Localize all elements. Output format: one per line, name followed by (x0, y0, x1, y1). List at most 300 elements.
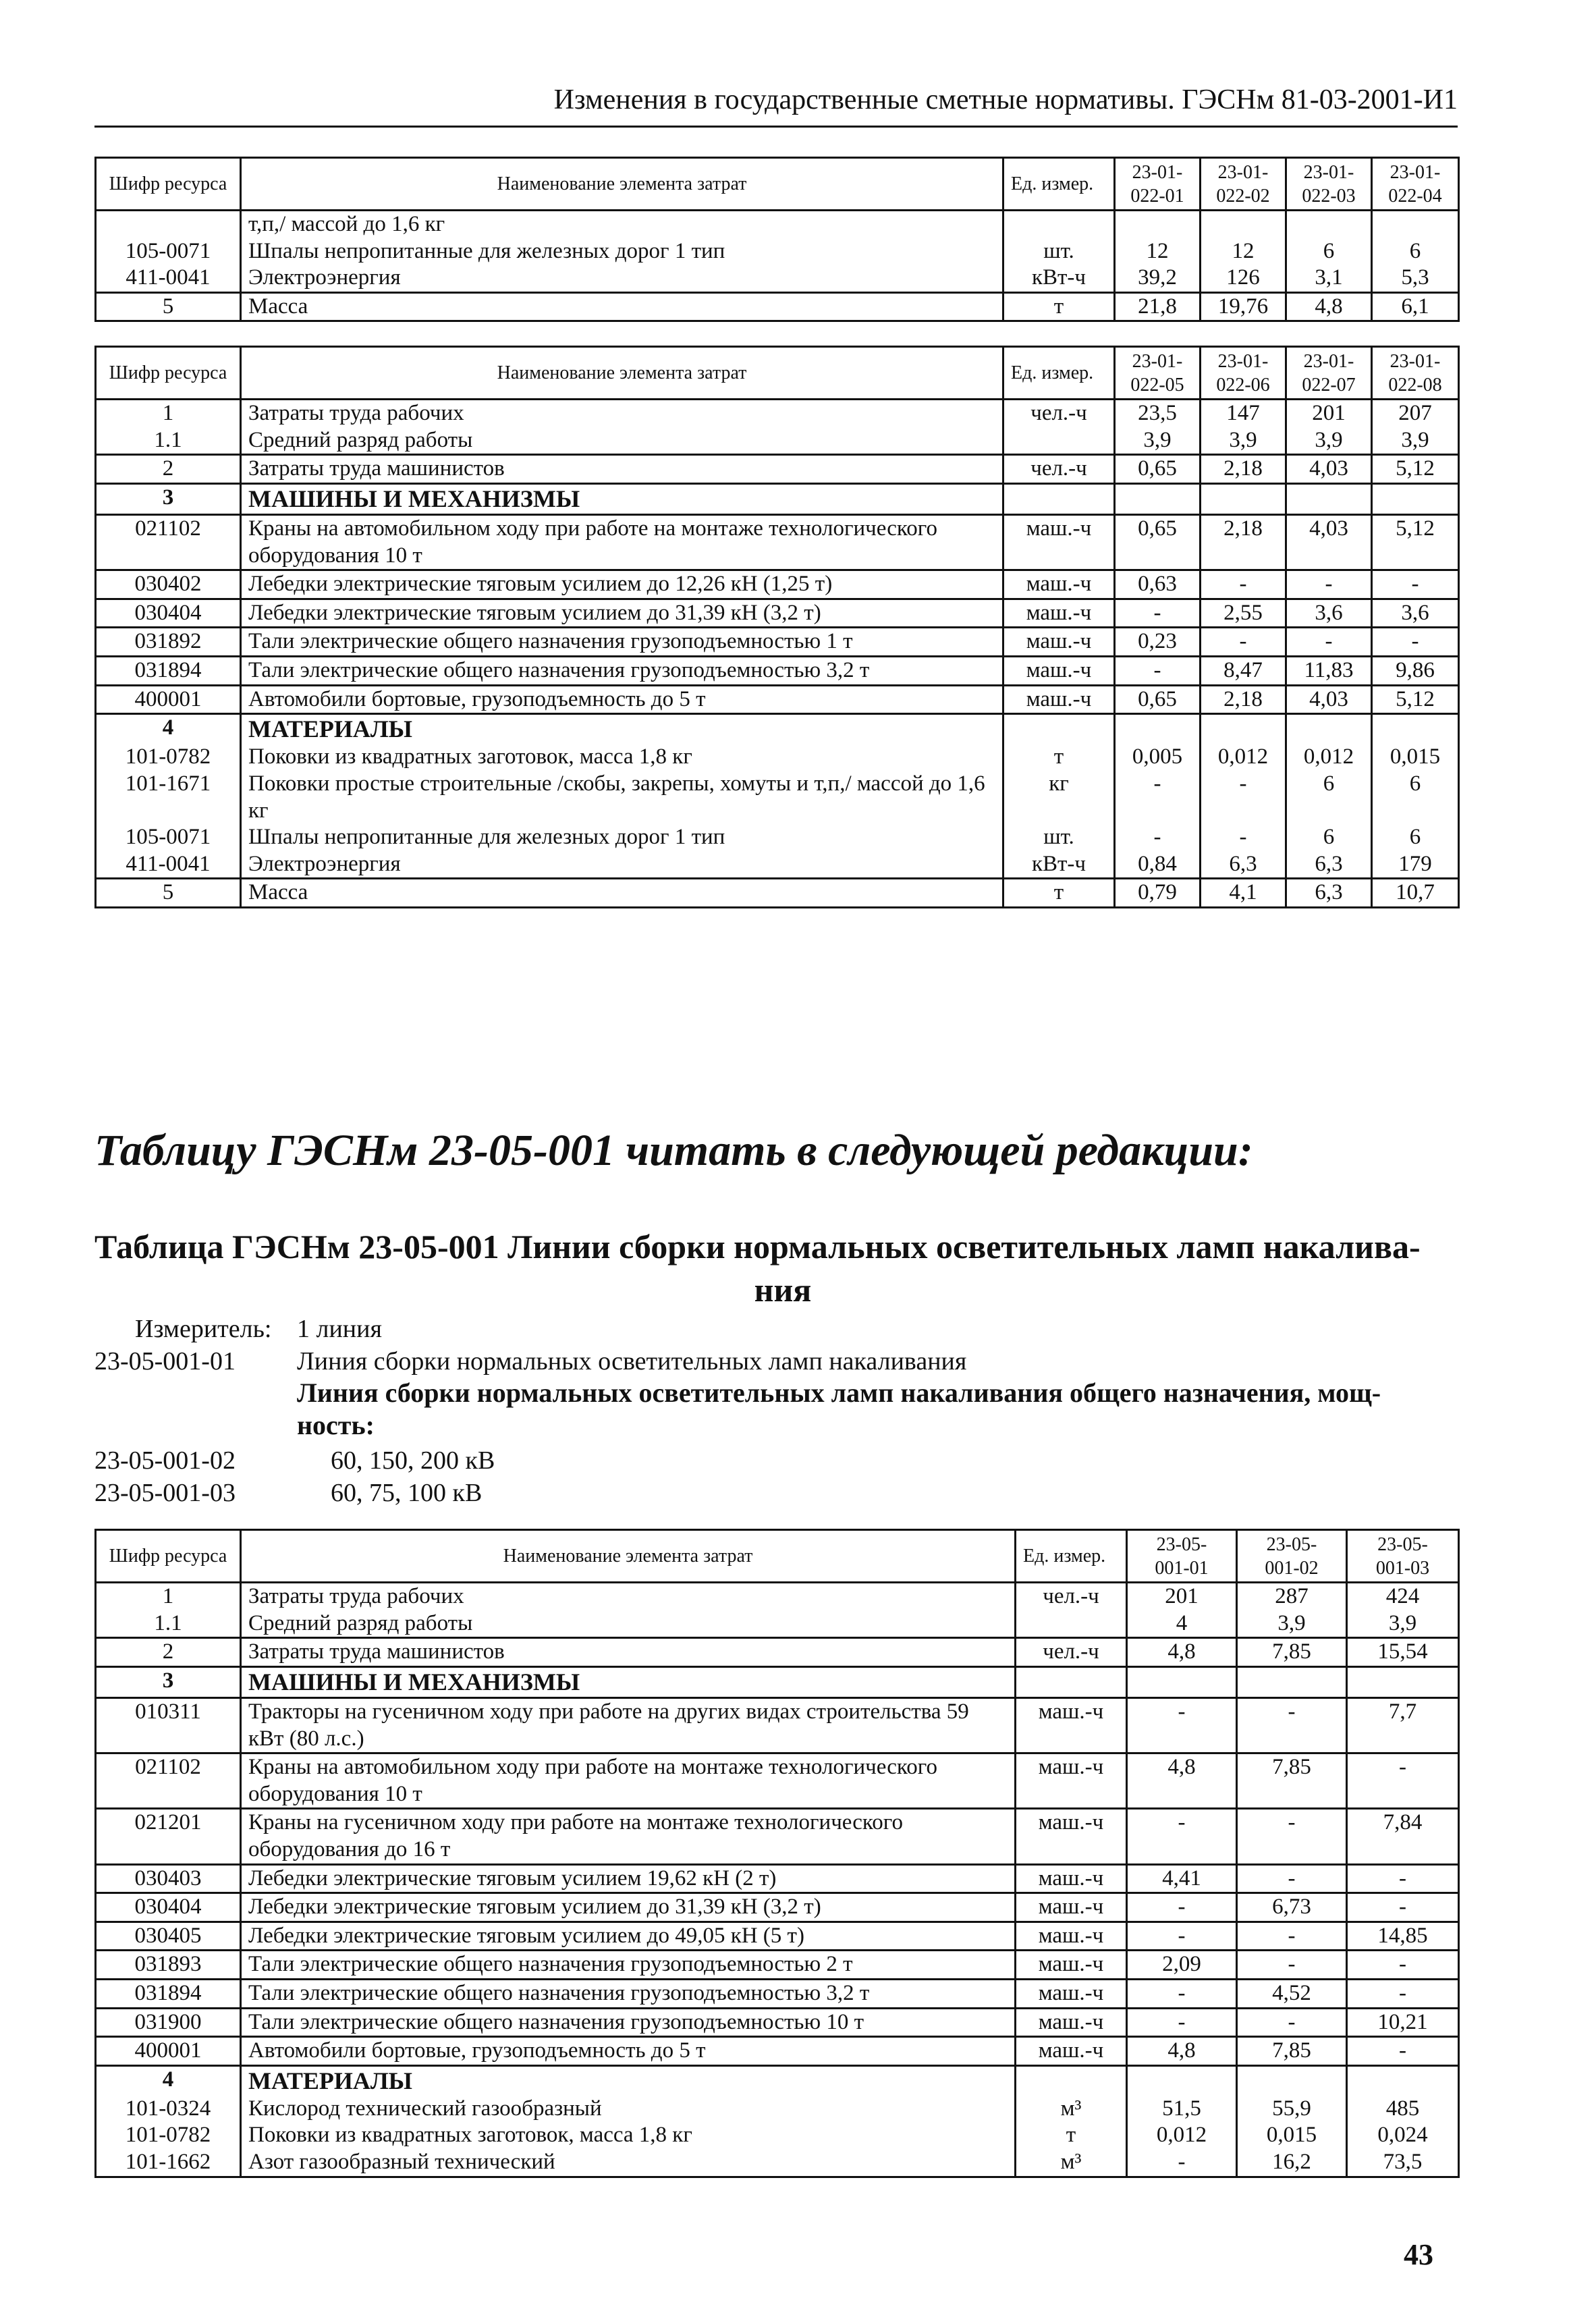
header-unit: Ед. измер. (1016, 1530, 1127, 1583)
row-value-2: 4,52 (1237, 1979, 1347, 2008)
row-value-2: 287 (1237, 1583, 1347, 1610)
header-col-3: 23-01- 022-03 (1286, 158, 1372, 211)
row-unit: маш.-ч (1016, 1922, 1127, 1951)
row-unit: маш.-ч (1003, 656, 1115, 685)
row-name: Лебедки электрические тяговым усилием до 12,26 кН (1,25 т) (241, 570, 1003, 599)
row-unit: маш.-ч (1003, 514, 1115, 570)
row-unit: чел.-ч (1003, 455, 1115, 484)
row-value-3: - (1286, 570, 1372, 599)
row-name: Средний разряд работы (241, 427, 1003, 455)
table-row (96, 1666, 1459, 1697)
row-value-3 (1347, 2065, 1459, 2096)
code1: 23-05-001-01 (94, 1347, 236, 1376)
row-value-2 (1201, 483, 1286, 514)
row-value-4: 6 (1372, 824, 1459, 851)
row-code: 030404 (96, 1893, 241, 1922)
row-value-3: - (1347, 1864, 1459, 1893)
row-value-4 (1372, 714, 1459, 744)
row-value-3: 14,85 (1347, 1922, 1459, 1951)
row-value-2: 0,015 (1237, 2122, 1347, 2149)
table-row (96, 824, 1459, 851)
row-value-3: 6,3 (1286, 879, 1372, 908)
row-code: 031892 (96, 628, 241, 657)
row-value-1: 23,5 (1115, 400, 1201, 427)
row-value-1: - (1127, 1922, 1237, 1951)
table-row (96, 879, 1459, 908)
table-row (96, 1583, 1459, 1610)
row-value-1 (1115, 483, 1201, 514)
row-value-2 (1201, 211, 1286, 238)
row-value-2: - (1237, 1951, 1347, 1980)
row-code: 101-1671 (96, 771, 241, 824)
row-value-2: 2,55 (1201, 599, 1286, 628)
table-heading-line2: ния (754, 1271, 812, 1309)
row-value-3: 3,6 (1286, 599, 1372, 628)
row-value-3: - (1347, 1893, 1459, 1922)
row-code: 4 (96, 714, 241, 744)
row-value-1: 0,84 (1115, 851, 1201, 879)
row-value-1: 4 (1127, 1610, 1237, 1638)
header-code: Шифр ресурса (96, 347, 241, 400)
header-unit: Ед. измер. (1003, 158, 1115, 211)
table-row (96, 483, 1459, 514)
row-unit: маш.-ч (1016, 2008, 1127, 2037)
header-code: Шифр ресурса (96, 1530, 241, 1583)
row-value-3: 6 (1286, 824, 1372, 851)
bold-subheading (297, 1377, 1471, 1442)
row-value-2: 7,85 (1237, 2037, 1347, 2066)
row-value-2: 2,18 (1201, 685, 1286, 714)
row-value-3: 7,7 (1347, 1697, 1459, 1753)
header-col-3: 23-05- 001-03 (1347, 1530, 1459, 1583)
row-value-3: 4,03 (1286, 455, 1372, 484)
row-value-3: 6 (1286, 771, 1372, 824)
row-value-1: - (1127, 1809, 1237, 1864)
row-value-1: - (1127, 2149, 1237, 2177)
row-value-4: 6 (1372, 238, 1459, 265)
row-value-4: 10,7 (1372, 879, 1459, 908)
row-value-2: - (1237, 2008, 1347, 2037)
row-code: 021102 (96, 514, 241, 570)
row-code: 1.1 (96, 1610, 241, 1638)
row-value-2: - (1201, 570, 1286, 599)
row-value-2: 6,3 (1201, 851, 1286, 879)
code3-desc: 60, 75, 100 кВ (331, 1479, 483, 1507)
row-code: 031900 (96, 2008, 241, 2037)
row-value-4: 5,12 (1372, 514, 1459, 570)
row-unit: маш.-ч (1016, 1893, 1127, 1922)
row-value-4: 5,12 (1372, 685, 1459, 714)
row-value-1 (1115, 714, 1201, 744)
row-unit (1003, 211, 1115, 238)
row-code: 1.1 (96, 427, 241, 455)
row-code: 2 (96, 1638, 241, 1667)
row-code: 101-0782 (96, 744, 241, 771)
header-col-2: 23-01- 022-02 (1201, 158, 1286, 211)
row-unit: т (1003, 744, 1115, 771)
table-row (96, 685, 1459, 714)
row-value-3: - (1347, 1951, 1459, 1980)
row-name: МАШИНЫ И МЕХАНИЗМЫ (241, 1666, 1016, 1697)
row-code: 4 (96, 2065, 241, 2096)
row-value-1: 39,2 (1115, 265, 1201, 292)
table-2-body (96, 347, 1459, 908)
row-value-4: 207 (1372, 400, 1459, 427)
row-name: Поковки из квадратных заготовок, масса 1,8 кг (241, 2122, 1016, 2149)
row-code: 1 (96, 1583, 241, 1610)
header-col-1: 23-05- 001-01 (1127, 1530, 1237, 1583)
row-value-2: - (1201, 628, 1286, 657)
header-code: Шифр ресурса (96, 158, 241, 211)
row-name: Затраты труда машинистов (241, 455, 1003, 484)
row-name: Автомобили бортовые, грузоподъемность до 5 т (241, 685, 1003, 714)
table-row (96, 1697, 1459, 1753)
code3: 23-05-001-03 (94, 1479, 236, 1507)
row-value-1: - (1115, 824, 1201, 851)
row-value-3: 11,83 (1286, 656, 1372, 685)
row-code: 030404 (96, 599, 241, 628)
row-value-4: 9,86 (1372, 656, 1459, 685)
row-value-3: 3,9 (1347, 1610, 1459, 1638)
row-value-2: 3,9 (1237, 1610, 1347, 1638)
row-value-2: 2,18 (1201, 455, 1286, 484)
table-row (96, 1922, 1459, 1951)
row-value-3: 3,1 (1286, 265, 1372, 292)
row-value-2: 4,1 (1201, 879, 1286, 908)
row-code: 031894 (96, 656, 241, 685)
code2: 23-05-001-02 (94, 1446, 236, 1475)
row-name: Тали электрические общего назначения грузоподъемностью 3,2 т (241, 1979, 1016, 2008)
table-header-row (96, 158, 1459, 211)
row-code: 5 (96, 879, 241, 908)
row-unit (1003, 483, 1115, 514)
row-name: Масса (241, 292, 1003, 321)
row-unit: маш.-ч (1003, 599, 1115, 628)
row-unit (1016, 2065, 1127, 2096)
row-value-4: - (1372, 628, 1459, 657)
row-value-3: 10,21 (1347, 2008, 1459, 2037)
header-col-1: 23-01- 022-01 (1115, 158, 1201, 211)
row-value-1: - (1115, 771, 1201, 824)
row-code: 101-0324 (96, 2096, 241, 2123)
row-value-1: - (1127, 1893, 1237, 1922)
row-value-1: 2,09 (1127, 1951, 1237, 1980)
table-row (96, 2096, 1459, 2123)
table-3 (94, 1529, 1460, 2178)
row-code: 411-0041 (96, 265, 241, 292)
row-value-1 (1127, 2065, 1237, 2096)
table-1-body (96, 158, 1459, 321)
row-unit: шт. (1003, 238, 1115, 265)
row-value-1: 21,8 (1115, 292, 1201, 321)
row-name: Тракторы на гусеничном ходу при работе на других видах строительства 59 кВт (80 л.с.) (241, 1697, 1016, 1753)
row-unit: чел.-ч (1003, 400, 1115, 427)
row-unit: маш.-ч (1003, 628, 1115, 657)
row-code: 010311 (96, 1697, 241, 1753)
row-unit: маш.-ч (1003, 685, 1115, 714)
header-col-2: 23-01- 022-06 (1201, 347, 1286, 400)
row-unit: маш.-ч (1016, 1951, 1127, 1980)
row-value-3 (1286, 714, 1372, 744)
table-2 (94, 346, 1460, 908)
row-value-3: - (1286, 628, 1372, 657)
row-unit: т (1003, 879, 1115, 908)
row-value-3 (1286, 211, 1372, 238)
row-name: Электроэнергия (241, 265, 1003, 292)
row-value-4 (1372, 483, 1459, 514)
row-value-1: 0,012 (1127, 2122, 1237, 2149)
row-code: 030402 (96, 570, 241, 599)
table-row (96, 1753, 1459, 1809)
row-value-3: 3,9 (1286, 427, 1372, 455)
row-code: 105-0071 (96, 824, 241, 851)
row-unit: маш.-ч (1016, 1697, 1127, 1753)
row-unit: кВт-ч (1003, 265, 1115, 292)
row-name: Лебедки электрические тяговым усилием 19,62 кН (2 т) (241, 1864, 1016, 1893)
row-code: 105-0071 (96, 238, 241, 265)
row-name: МАТЕРИАЛЫ (241, 2065, 1016, 2096)
row-value-4: 5,12 (1372, 455, 1459, 484)
row-value-4: 3,6 (1372, 599, 1459, 628)
row-value-2: - (1237, 1697, 1347, 1753)
row-unit (1003, 714, 1115, 744)
row-unit: маш.-ч (1016, 1979, 1127, 2008)
meter-label: Измеритель: (135, 1315, 272, 1343)
row-value-1: - (1127, 2008, 1237, 2037)
row-value-1: - (1127, 1979, 1237, 2008)
header-col-2: 23-05- 001-02 (1237, 1530, 1347, 1583)
row-value-4 (1372, 211, 1459, 238)
row-value-3: 7,84 (1347, 1809, 1459, 1864)
row-value-2: 8,47 (1201, 656, 1286, 685)
row-name: Электроэнергия (241, 851, 1003, 879)
row-value-2: 147 (1201, 400, 1286, 427)
row-unit: т (1003, 292, 1115, 321)
table-row (96, 1638, 1459, 1667)
row-value-3: 4,8 (1286, 292, 1372, 321)
row-value-1: 12 (1115, 238, 1201, 265)
table-heading (94, 1225, 1471, 1311)
bold-subheading-line1: Линия сборки нормальных осветительных ламп накаливания общего назначения, мощ- (297, 1378, 1381, 1408)
row-value-1: 3,9 (1115, 427, 1201, 455)
row-name: Лебедки электрические тяговым усилием до 49,05 кН (5 т) (241, 1922, 1016, 1951)
row-name: Затраты труда рабочих (241, 1583, 1016, 1610)
row-value-1 (1115, 211, 1201, 238)
row-code (96, 211, 241, 238)
row-value-2: - (1237, 1809, 1347, 1864)
italic-heading: Таблицу ГЭСНм 23-05-001 читать в следующей редакции: (94, 1126, 1253, 1175)
table-1 (94, 157, 1460, 322)
row-value-2 (1237, 2065, 1347, 2096)
row-value-2: 55,9 (1237, 2096, 1347, 2123)
table-row (96, 2122, 1459, 2149)
row-value-3: 485 (1347, 2096, 1459, 2123)
row-name: Лебедки электрические тяговым усилием до 31,39 кН (3,2 т) (241, 599, 1003, 628)
table-row (96, 427, 1459, 455)
row-value-2: - (1237, 1922, 1347, 1951)
header-name: Наименование элемента затрат (241, 1530, 1016, 1583)
row-code: 021201 (96, 1809, 241, 1864)
header-name: Наименование элемента затрат (241, 158, 1003, 211)
row-value-1: 4,8 (1127, 2037, 1237, 2066)
row-value-4: 5,3 (1372, 265, 1459, 292)
row-name: Поковки из квадратных заготовок, масса 1,8 кг (241, 744, 1003, 771)
table-row (96, 628, 1459, 657)
row-unit (1016, 1610, 1127, 1638)
row-unit: маш.-ч (1016, 2037, 1127, 2066)
table-row (96, 292, 1459, 321)
table-row (96, 455, 1459, 484)
row-code: 3 (96, 1666, 241, 1697)
table-row (96, 1979, 1459, 2008)
table-row (96, 265, 1459, 292)
table-row (96, 2149, 1459, 2177)
table-row (96, 656, 1459, 685)
row-code: 030405 (96, 1922, 241, 1951)
row-code: 2 (96, 455, 241, 484)
row-code: 411-0041 (96, 851, 241, 879)
row-value-3: 0,012 (1286, 744, 1372, 771)
table-header-row (96, 1530, 1459, 1583)
header-col-4: 23-01- 022-04 (1372, 158, 1459, 211)
row-value-1: 4,8 (1127, 1753, 1237, 1809)
row-name: Поковки простые строительные /скобы, закрепы, хомуты и т,п,/ массой до 1,6 кг (241, 771, 1003, 824)
row-name: Шпалы непропитанные для железных дорог 1 тип (241, 238, 1003, 265)
table-row (96, 744, 1459, 771)
header-unit: Ед. измер. (1003, 347, 1115, 400)
row-code: 5 (96, 292, 241, 321)
row-name: Средний разряд работы (241, 1610, 1016, 1638)
row-name: МАТЕРИАЛЫ (241, 714, 1003, 744)
row-value-2: 3,9 (1201, 427, 1286, 455)
row-name: Шпалы непропитанные для железных дорог 1 тип (241, 824, 1003, 851)
row-code: 3 (96, 483, 241, 514)
meter-value: 1 линия (297, 1315, 382, 1343)
row-value-1: 201 (1127, 1583, 1237, 1610)
row-value-4: 0,015 (1372, 744, 1459, 771)
row-value-3: - (1347, 2037, 1459, 2066)
table-row (96, 851, 1459, 879)
row-value-4: 179 (1372, 851, 1459, 879)
table-row (96, 2037, 1459, 2066)
row-value-2: - (1237, 1864, 1347, 1893)
table-row (96, 1809, 1459, 1864)
row-unit: маш.-ч (1003, 570, 1115, 599)
code1-desc: Линия сборки нормальных осветительных ламп накаливания (297, 1347, 967, 1376)
row-value-1: 4,41 (1127, 1864, 1237, 1893)
header-col-3: 23-01- 022-07 (1286, 347, 1372, 400)
row-code: 400001 (96, 685, 241, 714)
row-value-4: - (1372, 570, 1459, 599)
row-value-3: 6,3 (1286, 851, 1372, 879)
row-value-1: 0,65 (1115, 514, 1201, 570)
row-code: 101-1662 (96, 2149, 241, 2177)
row-code: 400001 (96, 2037, 241, 2066)
table-row (96, 211, 1459, 238)
table-row (96, 400, 1459, 427)
row-value-4: 3,9 (1372, 427, 1459, 455)
table-row (96, 714, 1459, 744)
row-value-2: 16,2 (1237, 2149, 1347, 2177)
table-header-row (96, 347, 1459, 400)
row-name: Автомобили бортовые, грузоподъемность до 5 т (241, 2037, 1016, 2066)
row-value-4: 6,1 (1372, 292, 1459, 321)
row-value-1: 51,5 (1127, 2096, 1237, 2123)
row-value-1: 0,79 (1115, 879, 1201, 908)
row-name: Тали электрические общего назначения грузоподъемностью 2 т (241, 1951, 1016, 1980)
row-value-3: 201 (1286, 400, 1372, 427)
row-value-1: 0,65 (1115, 455, 1201, 484)
row-value-1: 0,005 (1115, 744, 1201, 771)
row-name: т,п,/ массой до 1,6 кг (241, 211, 1003, 238)
row-value-2: 12 (1201, 238, 1286, 265)
row-name: Тали электрические общего назначения грузоподъемностью 3,2 т (241, 656, 1003, 685)
row-unit: кВт-ч (1003, 851, 1115, 879)
row-value-1: - (1115, 656, 1201, 685)
row-name: Краны на автомобильном ходу при работе на монтаже технологического оборудования 10 т (241, 514, 1003, 570)
row-name: Лебедки электрические тяговым усилием до 31,39 кН (3,2 т) (241, 1893, 1016, 1922)
row-name: Масса (241, 879, 1003, 908)
row-value-2: 19,76 (1201, 292, 1286, 321)
row-unit: маш.-ч (1016, 1809, 1127, 1864)
row-name: Краны на автомобильном ходу при работе на монтаже технологического оборудования 10 т (241, 1753, 1016, 1809)
table-row (96, 771, 1459, 824)
row-unit: чел.-ч (1016, 1583, 1127, 1610)
row-unit: м³ (1016, 2149, 1127, 2177)
row-value-3 (1347, 1666, 1459, 1697)
row-code: 021102 (96, 1753, 241, 1809)
row-value-3: 4,03 (1286, 514, 1372, 570)
row-value-3: 424 (1347, 1583, 1459, 1610)
code2-desc: 60, 150, 200 кВ (331, 1446, 495, 1475)
row-value-3: - (1347, 1753, 1459, 1809)
row-code: 030403 (96, 1864, 241, 1893)
row-value-3: 15,54 (1347, 1638, 1459, 1667)
row-name: Тали электрические общего назначения грузоподъемностью 1 т (241, 628, 1003, 657)
table-row (96, 1864, 1459, 1893)
row-value-4: 6 (1372, 771, 1459, 824)
row-value-2: 2,18 (1201, 514, 1286, 570)
row-name: Азот газообразный технический (241, 2149, 1016, 2177)
table-row (96, 1951, 1459, 1980)
row-value-2: 0,012 (1201, 744, 1286, 771)
bold-subheading-line2: ность: (297, 1410, 375, 1440)
row-value-1: 0,63 (1115, 570, 1201, 599)
header-col-1: 23-01- 022-05 (1115, 347, 1201, 400)
row-name: Краны на гусеничном ходу при работе на монтаже технологического оборудования до 16 т (241, 1809, 1016, 1864)
page-number: 43 (1404, 2238, 1433, 2271)
row-value-2: 7,85 (1237, 1753, 1347, 1809)
table-row (96, 2008, 1459, 2037)
row-unit: чел.-ч (1016, 1638, 1127, 1667)
row-unit: маш.-ч (1016, 1864, 1127, 1893)
header-col-4: 23-01- 022-08 (1372, 347, 1459, 400)
table-row (96, 514, 1459, 570)
row-name: МАШИНЫ И МЕХАНИЗМЫ (241, 483, 1003, 514)
row-unit: м³ (1016, 2096, 1127, 2123)
row-unit: т (1016, 2122, 1127, 2149)
row-value-3 (1286, 483, 1372, 514)
row-value-1: - (1127, 1697, 1237, 1753)
row-value-3: - (1347, 1979, 1459, 2008)
table-row (96, 1610, 1459, 1638)
row-unit: маш.-ч (1016, 1753, 1127, 1809)
table-row (96, 1893, 1459, 1922)
row-unit (1003, 427, 1115, 455)
row-value-3: 0,024 (1347, 2122, 1459, 2149)
table-row (96, 2065, 1459, 2096)
table-3-body (96, 1530, 1459, 2177)
